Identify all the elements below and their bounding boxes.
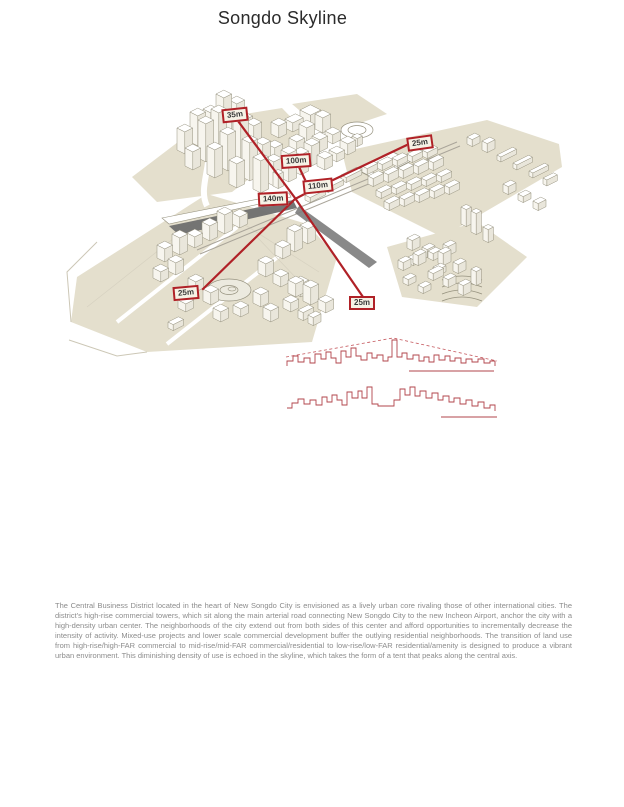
- height-label: 25m: [406, 134, 434, 151]
- height-label: 35m: [221, 107, 248, 124]
- tent-dashed-line: [286, 338, 497, 361]
- height-label: 140m: [258, 191, 289, 207]
- city-map-drawing: [57, 72, 569, 360]
- skyline-profile-upper: [287, 340, 495, 366]
- body-paragraph: The Central Business District located in the heart of New Songdo City is envisioned as a lively urban core rivaling those of other international cities. The district's high-rise commercial towers, which sit along the main arterial road connecting New Songdo City to the new Incheon Airport, anchor the city with a high-density urban center. The neighborhoods of the city extend out from both sides of this center and afford opportunities to incrementally decrease the intensity of activity. Mixed-use projects and lower scale commercial development buffer the outlying residential neighborhoods. The transition of land use from high-rise/high-FAR commercial to mid-rise/mid-FAR commercial/residential to low-rise/low-FAR residential/amenity is designed to produce a vibrant urban environment. This diminishing density of use is echoed in the skyline, which takes the form of a tent that peaks along the central axis.: [55, 601, 572, 660]
- axonometric-city-diagram: [57, 72, 569, 360]
- page-title: Songdo Skyline: [217, 8, 348, 28]
- height-label: 110m: [302, 177, 333, 194]
- height-label: 25m: [349, 296, 375, 310]
- skyline-profile-lower: [287, 387, 495, 411]
- skyline-drawing: [283, 330, 501, 424]
- height-label: 100m: [281, 153, 312, 169]
- skyline-profiles: [283, 330, 501, 424]
- height-label: 25m: [172, 285, 199, 301]
